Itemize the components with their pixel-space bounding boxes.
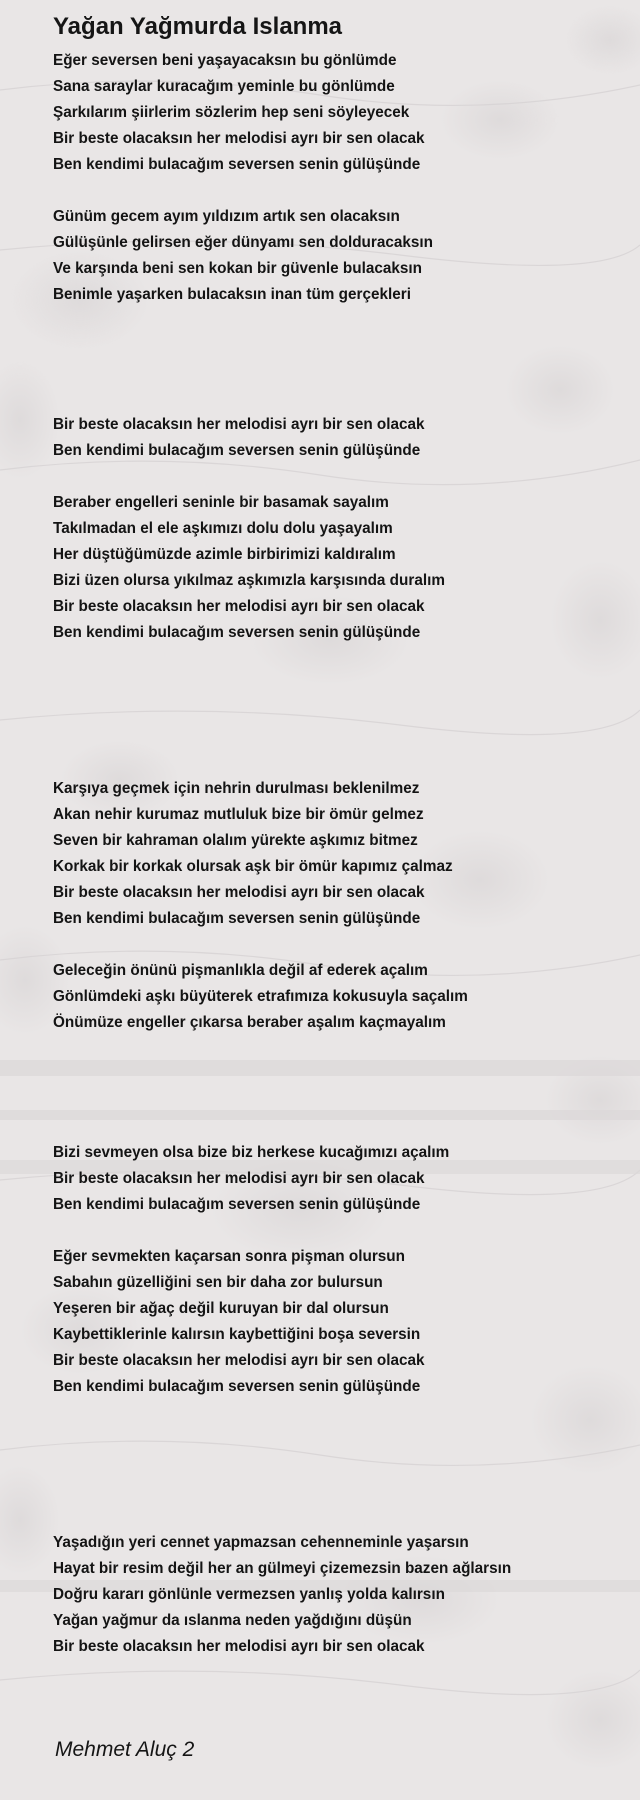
poem-line: Korkak bir korkak olursak aşk bir ömür kapımız çalmaz	[53, 858, 453, 875]
poem-container	[53, 12, 633, 1660]
stanza-gap	[53, 308, 633, 412]
poem-line: Kaybettiklerinle kalırsın kaybettiğini boşa seversin	[53, 1326, 421, 1343]
poem-line: Önümüze engeller çıkarsa beraber aşalım kaçmayalım	[53, 1014, 446, 1031]
stanza-gap	[53, 464, 633, 490]
poem-line: Bir beste olacaksın her melodisi ayrı bir sen olacak	[53, 416, 425, 433]
stanza-gap	[53, 1036, 633, 1140]
poem-line: Ben kendimi bulacağım seversen senin gülüşünde	[53, 156, 421, 173]
stanza-9	[53, 1530, 633, 1660]
stanza-gap	[53, 1400, 633, 1530]
stanza-4	[53, 490, 633, 646]
poem-line: Her düştüğümüzde azimle birbirimizi kaldıralım	[53, 546, 396, 563]
poem-line: Sabahın güzelliğini sen bir daha zor bulursun	[53, 1274, 383, 1291]
poem-line: Bir beste olacaksın her melodisi ayrı bir sen olacak	[53, 130, 425, 147]
poem-line: Bir beste olacaksın her melodisi ayrı bir sen olacak	[53, 598, 425, 615]
poem-line: Bir beste olacaksın her melodisi ayrı bir sen olacak	[53, 1352, 425, 1369]
poem-line: Eğer seversen beni yaşayacaksın bu gönlümde	[53, 52, 397, 69]
poem-line: Takılmadan el ele aşkımızı dolu dolu yaşayalım	[53, 520, 393, 537]
poem-line: Eğer sevmekten kaçarsan sonra pişman olursun	[53, 1248, 405, 1265]
poem-line: Karşıya geçmek için nehrin durulması beklenilmez	[53, 780, 420, 797]
poem-line: Bir beste olacaksın her melodisi ayrı bir sen olacak	[53, 884, 425, 901]
poem-line: Bir beste olacaksın her melodisi ayrı bir sen olacak	[53, 1170, 425, 1187]
poem-line: Yaşadığın yeri cennet yapmazsan cehenneminle yaşarsın	[53, 1534, 469, 1551]
poem-line: Ben kendimi bulacağım seversen senin gülüşünde	[53, 910, 421, 927]
stanza-gap	[53, 178, 633, 204]
stanza-gap	[53, 646, 633, 776]
poem-line: Hayat bir resim değil her an gülmeyi çizemezsin bazen ağlarsın	[53, 1560, 512, 1577]
poem-line: Doğru kararı gönlünle vermezsen yanlış yolda kalırsın	[53, 1586, 445, 1603]
stanza-5	[53, 776, 633, 932]
poem-author: Mehmet Aluç 2	[55, 1738, 195, 1761]
poem-line: Geleceğin önünü pişmanlıkla değil af ederek açalım	[53, 962, 428, 979]
stanza-1	[53, 48, 633, 178]
stanza-gap	[53, 932, 633, 958]
stanza-3	[53, 412, 633, 464]
poem-line: Ben kendimi bulacağım seversen senin gülüşünde	[53, 1378, 421, 1395]
poem-line: Ve karşında beni sen kokan bir güvenle bulacaksın	[53, 260, 422, 277]
poem-line: Ben kendimi bulacağım seversen senin gülüşünde	[53, 624, 421, 641]
poem-line: Beraber engelleri seninle bir basamak sayalım	[53, 494, 389, 511]
poem-line: Bir beste olacaksın her melodisi ayrı bir sen olacak	[53, 1638, 425, 1655]
poem-line: Akan nehir kurumaz mutluluk bize bir ömür gelmez	[53, 806, 424, 823]
poem-line: Gönlümdeki aşkı büyüterek etrafımıza kokusuyla saçalım	[53, 988, 468, 1005]
poem-line: Şarkılarım şiirlerim sözlerim hep seni söyleyecek	[53, 104, 410, 121]
stanza-2	[53, 204, 633, 308]
poem-line: Ben kendimi bulacağım seversen senin gülüşünde	[53, 442, 421, 459]
stanza-gap	[53, 1218, 633, 1244]
poem-title: Yağan Yağmurda Islanma	[53, 13, 343, 40]
poem-line: Sana saraylar kuracağım yeminle bu gönlümde	[53, 78, 395, 95]
poem-line: Bizi sevmeyen olsa bize biz herkese kucağımızı açalım	[53, 1144, 450, 1161]
poem-line: Yeşeren bir ağaç değil kuruyan bir dal olursun	[53, 1300, 389, 1317]
stanza-8	[53, 1244, 633, 1400]
stanza-7	[53, 1140, 633, 1218]
poem-line: Seven bir kahraman olalım yürekte aşkımız bitmez	[53, 832, 418, 849]
poem-line: Benimle yaşarken bulacaksın inan tüm gerçekleri	[53, 286, 411, 303]
stanza-6	[53, 958, 633, 1036]
poem-line: Gülüşünle gelirsen eğer dünyamı sen dolduracaksın	[53, 234, 433, 251]
poem-line: Ben kendimi bulacağım seversen senin gülüşünde	[53, 1196, 421, 1213]
poem-line: Bizi üzen olursa yıkılmaz aşkımızla karşısında duralım	[53, 572, 445, 589]
poem-line: Yağan yağmur da ıslanma neden yağdığını düşün	[53, 1612, 412, 1629]
poem-line: Günüm gecem ayım yıldızım artık sen olacaksın	[53, 208, 400, 225]
